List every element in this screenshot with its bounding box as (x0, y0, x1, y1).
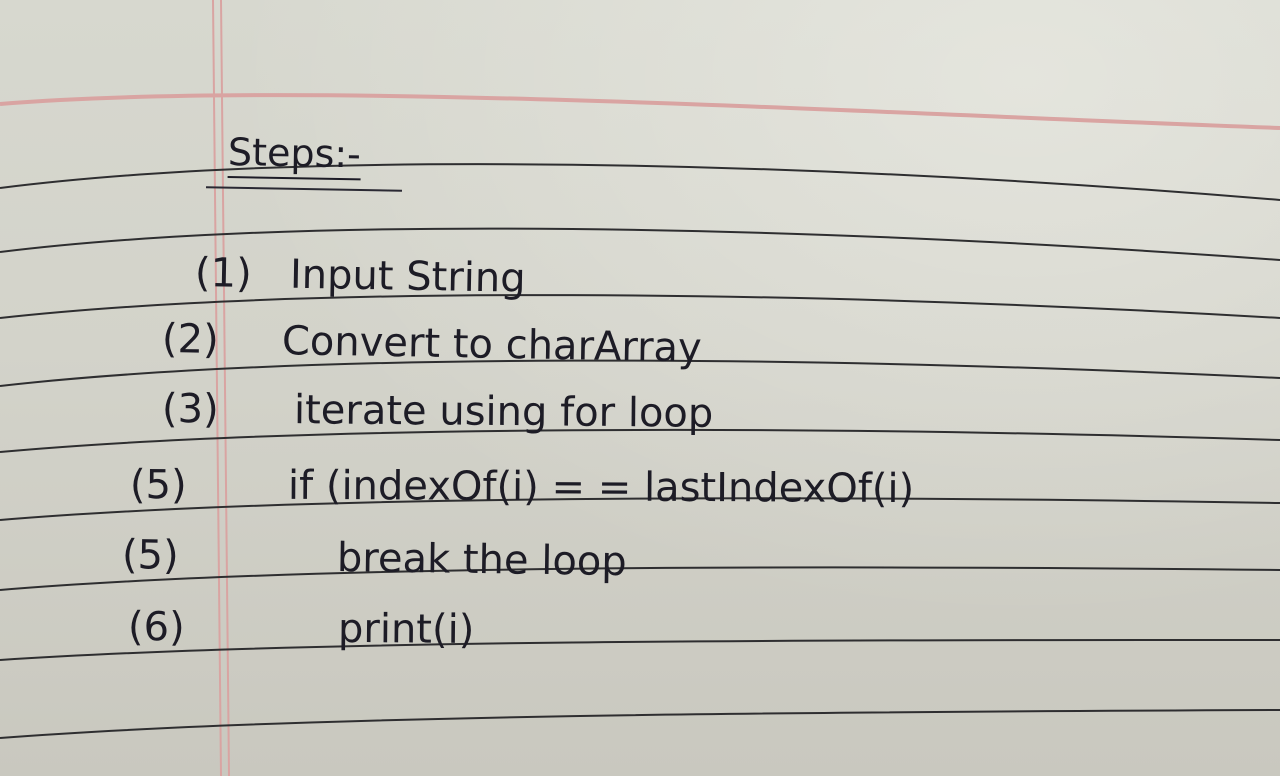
step-text: iterate using for loop (293, 387, 714, 437)
step-2 (162, 316, 703, 371)
step-number: (1) (194, 250, 253, 297)
step-4 (130, 462, 914, 512)
step-5 (122, 532, 627, 585)
step-number: (5) (129, 462, 187, 509)
step-number: (5) (121, 532, 179, 579)
step-text: Convert to charArray (281, 318, 703, 372)
rule-line (0, 710, 1280, 738)
step-text: Input String (289, 251, 527, 302)
step-text: print(i) (337, 605, 475, 654)
step-number: (3) (161, 386, 219, 433)
step-6 (128, 604, 475, 653)
step-number: (2) (161, 316, 220, 363)
rule-line (0, 164, 1280, 200)
rule-line (0, 229, 1280, 260)
rule-line (0, 295, 1280, 318)
step-1 (195, 250, 526, 302)
step-text: if (indexOf(i) = = lastIndexOf(i) (287, 462, 915, 513)
steps-heading: Steps:- (228, 130, 362, 180)
step-number: (6) (127, 604, 185, 651)
step-3 (162, 386, 714, 437)
step-text: break the loop (336, 535, 628, 586)
margin-line-top (0, 95, 1280, 128)
